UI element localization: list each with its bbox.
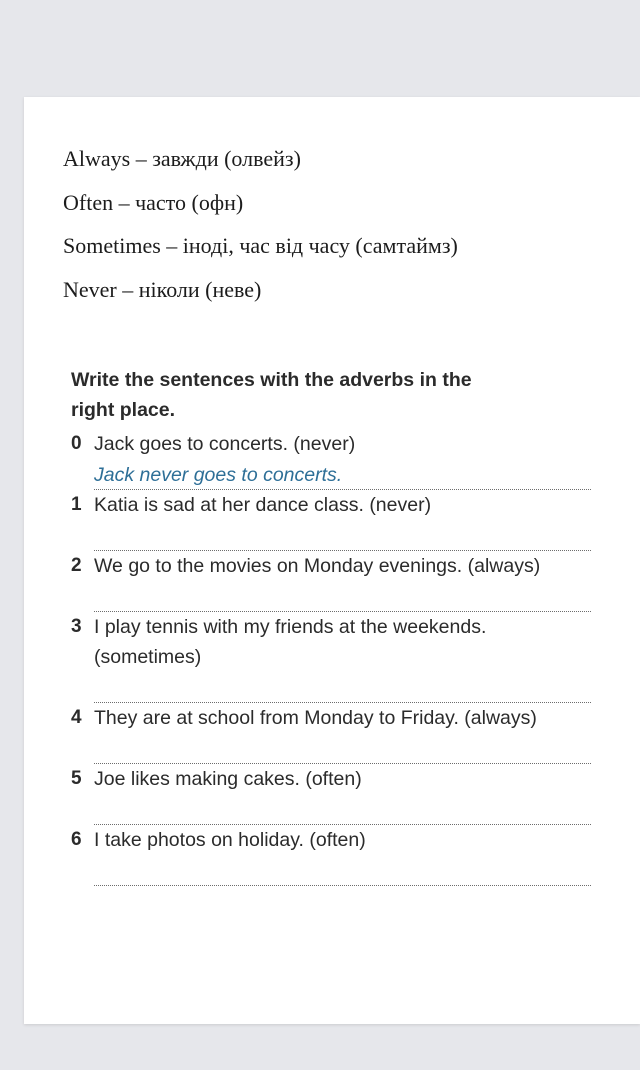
answer-line-1[interactable] — [94, 520, 591, 551]
task-title-line-2: right place. — [71, 399, 176, 421]
item-number: 6 — [71, 829, 82, 850]
answer-line-4[interactable] — [94, 733, 591, 764]
answer-line-0[interactable] — [94, 459, 591, 490]
task-title — [71, 360, 472, 430]
item-number: 2 — [71, 555, 82, 576]
example-answer: Jack never goes to concerts. — [94, 464, 343, 486]
exercise-item-6 — [71, 825, 591, 886]
item-prompt: I take photos on holiday. (often) — [94, 829, 366, 851]
vocab-sometimes: Sometimes – іноді, час від часу (самтаймз) — [63, 233, 458, 258]
task-title-line-1: Write the sentences with the adverbs in the — [71, 369, 472, 391]
item-prompt: Katia is sad at her dance class. (never) — [94, 494, 432, 516]
exercise-item-1 — [71, 490, 591, 551]
exercise-item-3 — [71, 612, 591, 703]
exercise-list — [71, 429, 591, 886]
vocab-never: Never – ніколи (неве) — [63, 276, 262, 302]
item-number: 3 — [71, 616, 82, 637]
item-number: 0 — [71, 433, 82, 454]
answer-line-5[interactable] — [94, 794, 591, 825]
item-prompt: They are at school from Monday to Friday. (always) — [94, 707, 537, 729]
item-prompt: I play tennis with my friends at the weekends. — [94, 616, 487, 638]
item-number: 4 — [71, 707, 82, 728]
exercise-item-5 — [71, 764, 591, 825]
item-prompt: Jack goes to concerts. (never) — [94, 433, 356, 455]
exercise-item-4 — [71, 703, 591, 764]
answer-line-2[interactable] — [94, 581, 591, 612]
answer-line-3[interactable] — [94, 672, 591, 703]
item-number: 5 — [71, 768, 82, 789]
item-prompt: Joe likes making cakes. (often) — [94, 768, 362, 790]
worksheet-page — [24, 97, 640, 1024]
answer-line-6[interactable] — [94, 855, 591, 886]
exercise-item-2 — [71, 551, 591, 612]
vocab-always: Always – завжди (олвейз) — [63, 146, 301, 171]
item-number: 1 — [71, 494, 82, 515]
item-prompt: We go to the movies on Monday evenings. (always) — [94, 555, 541, 577]
item-prompt-continued: (sometimes) — [94, 646, 202, 668]
vocab-often: Often – часто (офн) — [63, 189, 244, 215]
vocabulary-list — [63, 144, 458, 318]
exercise-item-0 — [71, 429, 591, 490]
